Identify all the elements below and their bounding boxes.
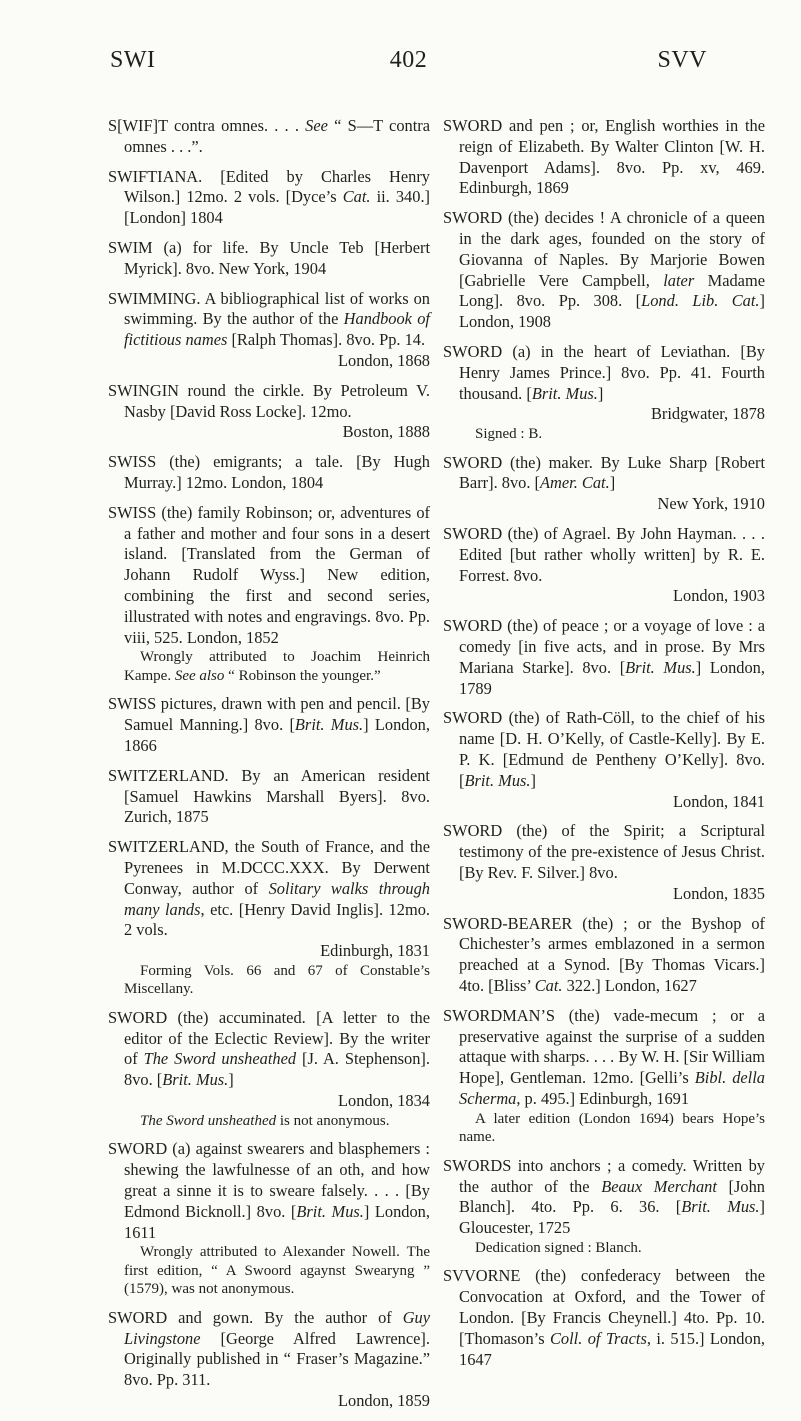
catalogue-entry xyxy=(108,167,430,229)
catalogue-entry xyxy=(443,342,765,444)
entry-text: SWIM (a) for life. By Uncle Teb [Herbert Myrick]. 8vo. New York, 1904 xyxy=(108,237,430,278)
entry-text: SWORD (the) decides ! A chronicle of a queen in the dark ages, founded on the story of Giovanna of Naples. By Marjorie Bowen [Gabrielle Vere Campbell, later Madame Long]. 8vo. Pp. 308. [Lond. Lib. Cat.] London, 1908 xyxy=(443,208,765,332)
catalogue-entry xyxy=(443,821,765,904)
entry-text: SWORD (the) of peace ; or a voyage of love : a comedy [in five acts, and in prose. By Mrs Mariana Starke]. 8vo. [Brit. Mus.] London, 1789 xyxy=(443,616,765,698)
header-right-guideword: SVV xyxy=(657,47,707,73)
entry-note: Forming Vols. 66 and 67 of Constable’s Miscellany. xyxy=(124,962,430,998)
entry-text: SWORD and gown. By the author of Guy Livingstone [George Alfred Lawrence]. Originally published in “ Fraser’s Magazine.” 8vo. Pp. 311. xyxy=(108,1307,430,1390)
entry-text: SWORD (the) maker. By Luke Sharp [Robert Barr]. 8vo. [Amer. Cat.] xyxy=(443,452,765,493)
entry-text: SWISS (the) emigrants; a tale. [By Hugh Murray.] 12mo. London, 1804 xyxy=(108,452,430,492)
catalogue-entry xyxy=(108,289,430,372)
catalogue-entry xyxy=(108,1008,430,1130)
catalogue-entry xyxy=(108,116,430,158)
catalogue-entry xyxy=(108,238,430,280)
catalogue-entry xyxy=(443,524,765,607)
entry-imprint: London, 1903 xyxy=(673,586,765,606)
entry-text: S[WIF]T contra omnes. . . . See “ S—T contra omnes . . .”. xyxy=(108,116,430,156)
entry-note: Dedication signed : Blanch. xyxy=(475,1239,642,1256)
entry-imprint: London, 1868 xyxy=(338,350,430,370)
entry-imprint: Bridgwater, 1878 xyxy=(650,404,765,424)
entry-text: SWITZERLAND. By an American resident [Samuel Hawkins Marshall Byers]. 8vo. Zurich, 1875 xyxy=(108,765,430,827)
left-column xyxy=(108,116,430,1421)
entry-note: Wrongly attributed to Joachim Heinrich Kampe. See also “ Robinson the younger.” xyxy=(124,649,430,684)
catalogue-entry xyxy=(108,452,430,494)
catalogue-entry xyxy=(443,914,765,997)
entry-imprint: Boston, 1888 xyxy=(342,422,430,442)
entry-note: Signed : B. xyxy=(475,426,543,443)
entry-imprint: New York, 1910 xyxy=(657,494,765,514)
entry-text: SVVORNE (the) confederacy between the Convocation at Oxford, and the Tower of London. [By Francis Cheynell.] 4to. Pp. 10. [Thomason’s Coll. of Tracts, i. 515.] London, 1647 xyxy=(443,1266,765,1369)
entry-note: Wrongly attributed to Alexander Nowell. The first edition, “ A Swoord agaynst Swearyng ” (1579), was not anonymous. xyxy=(124,1244,430,1298)
entry-note: A later edition (London 1694) bears Hope’s name. xyxy=(459,1110,765,1146)
entry-text: SWORD (the) of Agrael. By John Hayman. . . . Edited [but rather wholly written] by R. E. Forrest. 8vo. xyxy=(443,524,765,585)
catalogue-entry xyxy=(443,116,765,199)
catalogue-entry xyxy=(108,1139,430,1298)
catalogue-entry xyxy=(443,708,765,812)
entry-text: SWISS (the) family Robinson; or, adventures of a father and mother and four sons in a desert island. [Translated from the German of Johann Rudolf Wyss.] New edition, combining the first and second series, illustrated with notes and engravings. 8vo. Pp. viii, 525. London, 1852 xyxy=(108,502,430,647)
catalogue-entry xyxy=(108,766,430,828)
entry-imprint: London, 1859 xyxy=(338,1391,430,1411)
catalogue-entry xyxy=(108,1308,430,1412)
catalogue-entry xyxy=(108,381,430,443)
catalogue-entry xyxy=(443,1006,765,1147)
entry-imprint: London, 1841 xyxy=(673,791,765,811)
entry-text: SWORD (the) of the Spirit; a Scriptural testimony of the pre-existence of Jesus Christ. [By Rev. F. Silver.] 8vo. xyxy=(443,821,765,882)
catalogue-entry xyxy=(108,837,430,999)
entry-text: SWORD (the) accuminated. [A letter to the editor of the Eclectic Review]. By the writer of The Sword unsheathed [J. A. Stephenson]. 8vo. [Brit. Mus.] xyxy=(108,1007,430,1090)
right-column xyxy=(443,116,765,1379)
catalogue-entry xyxy=(108,694,430,756)
entry-text: SWORD (the) of Rath-Cöll, to the chief of his name [D. H. O’Kelly, of Castle-Kelly]. By E. P. K. [Edmund de Pentheny O’Kelly]. 8vo. [Brit. Mus.] xyxy=(443,708,765,790)
entry-text: SWIFTIANA. [Edited by Charles Henry Wilson.] 12mo. 2 vols. [Dyce’s Cat. ii. 340.] [London] 1804 xyxy=(108,166,431,228)
entry-text: SWORD-BEARER (the) ; or the Byshop of Chichester’s armes emblazoned in a sermon preached at a Synod. [By Thomas Vicars.] 4to. [Bliss’ Cat. 322.] London, 1627 xyxy=(443,913,765,995)
running-header xyxy=(110,47,707,81)
catalogue-entry xyxy=(443,453,765,515)
entry-text: SWORD (a) against swearers and blasphemers : shewing the lawfulnesse of an oth, and how great a sinne it is to sweare falsely. . . . [By Edmond Bicknoll.] 8vo. [Brit. Mus.] London, 1611 xyxy=(108,1139,430,1242)
entry-text: SWISS pictures, drawn with pen and pencil. [By Samuel Manning.] 8vo. [Brit. Mus.] London, 1866 xyxy=(108,694,430,755)
entry-imprint: Edinburgh, 1831 xyxy=(320,941,430,961)
entry-text: SWITZERLAND, the South of France, and the Pyrenees in M.DCCC.XXX. By Derwent Conway, author of Solitary walks through many lands, etc. [Henry David Inglis]. 12mo. 2 vols. xyxy=(108,837,431,940)
entry-text: SWORD (a) in the heart of Leviathan. [By Henry James Prince.] 8vo. Pp. 41. Fourth thousand. [Brit. Mus.] xyxy=(443,341,765,403)
catalogue-entry xyxy=(443,208,765,333)
catalogue-entry xyxy=(108,503,430,686)
entry-text: SWINGIN round the cirkle. By Petroleum V. Nasby [David Ross Locke]. 12mo. xyxy=(108,380,430,421)
header-left-guideword: SWI xyxy=(110,47,156,73)
entry-imprint: London, 1834 xyxy=(338,1091,430,1111)
entry-imprint: London, 1835 xyxy=(673,883,765,903)
entry-text: SWORDS into anchors ; a comedy. Written by the author of the Beaux Merchant [John Blanch]. 4to. Pp. 6. 36. [Brit. Mus.] Gloucester, 1725 xyxy=(443,1155,765,1238)
entry-note: The Sword unsheathed is not anonymous. xyxy=(140,1112,390,1129)
catalogue-entry xyxy=(443,1266,765,1370)
entry-text: SWIMMING. A bibliographical list of works on swimming. By the author of the Handbook of fictitious names [Ralph Thomas]. 8vo. Pp. 14. xyxy=(108,288,430,350)
catalogue-entry xyxy=(443,1156,765,1258)
page-number: 402 xyxy=(389,47,428,73)
entry-text: SWORD and pen ; or, English worthies in the reign of Elizabeth. By Walter Clinton [W. H. Davenport Adams]. 8vo. Pp. xv, 469. Edinburgh, 1869 xyxy=(443,116,765,198)
catalogue-entry xyxy=(443,616,765,699)
entry-text: SWORDMAN’S (the) vade-mecum ; or a preservative against the surprise of a sudden attaque with sharps. . . . By W. H. [Sir William Hope], Gentleman. 12mo. [Gelli’s Bibl. della Scherma, p. 495.] Edinburgh, 1691 xyxy=(443,1005,765,1108)
